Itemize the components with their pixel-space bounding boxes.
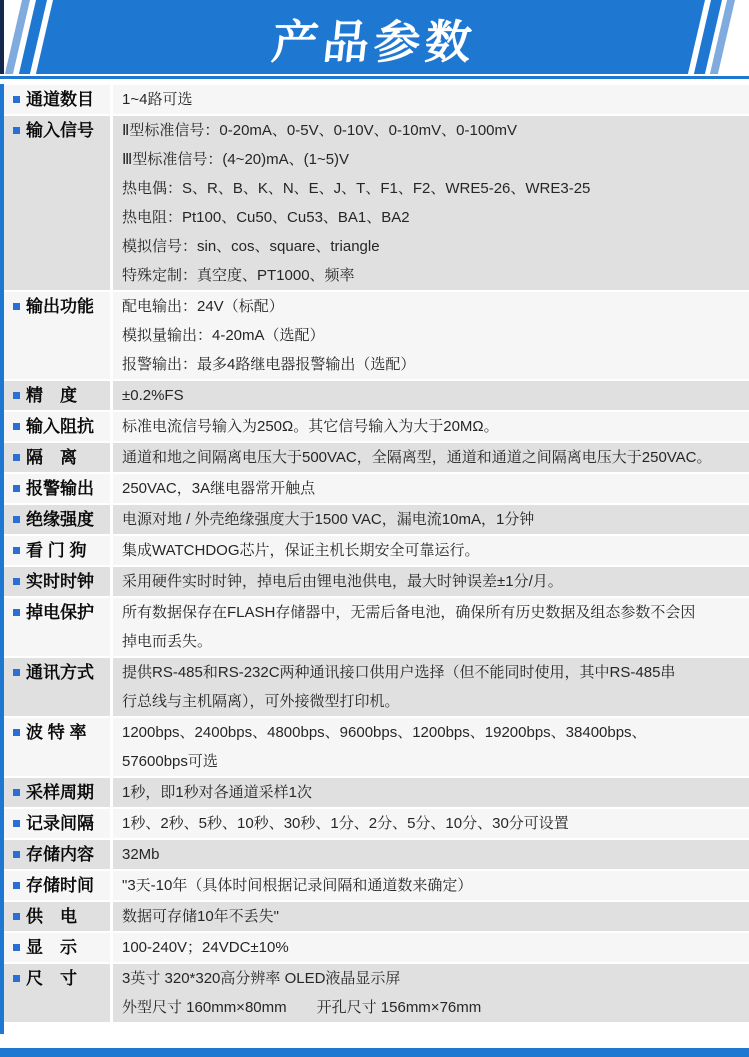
spec-row — [4, 116, 749, 290]
row-label-cell — [4, 505, 110, 534]
row-value-cell — [113, 474, 749, 503]
row-label: 绝缘强度 — [26, 510, 94, 529]
row-value-cell — [113, 381, 749, 410]
row-label-cell — [4, 840, 110, 869]
row-label-cell — [4, 933, 110, 962]
row-label-cell — [4, 412, 110, 441]
row-label: 采样周期 — [26, 783, 94, 802]
spec-value-line: Ⅱ型标准信号：0-20mA、0-5V、0-10V、0-10mV、0-100mV — [122, 122, 518, 139]
spec-table — [0, 84, 749, 1034]
bullet-square-icon — [13, 392, 20, 399]
spec-value-line: 提供RS-485和RS-232C两种通讯接口供用户选择（但不能同时使用，其中RS-485串 — [122, 664, 676, 681]
row-label: 看 门 狗 — [26, 541, 87, 560]
spec-value-line: 热电阻：Pt100、Cu50、Cu53、BA1、BA2 — [122, 209, 410, 226]
bullet-square-icon — [13, 882, 20, 889]
bullet-square-icon — [13, 944, 20, 951]
spec-value-line: 采用硬件实时时钟，掉电后由锂电池供电，最大时钟误差±1分/月。 — [122, 573, 563, 590]
row-label-cell — [4, 292, 110, 379]
spec-value-line: 250VAC，3A继电器常开触点 — [122, 480, 316, 497]
row-label-cell — [4, 536, 110, 565]
spec-value-line: 配电输出：24V（标配） — [122, 298, 284, 315]
spec-value-line: 所有数据保存在FLASH存储器中，无需后备电池，确保所有历史数据及组态参数不会因 — [122, 604, 696, 621]
bullet-square-icon — [13, 547, 20, 554]
spec-value-line: 57600bps可选 — [122, 753, 218, 770]
spec-value-line: 热电偶：S、R、B、K、N、E、J、T、F1、F2、WRE5-26、WRE3-25 — [122, 180, 591, 197]
spec-value-line: 电源对地 / 外壳绝缘强度大于1500 VAC，漏电流10mA，1分钟 — [122, 511, 535, 528]
row-label: 供 电 — [26, 907, 77, 926]
bullet-square-icon — [13, 423, 20, 430]
spec-value-line: Ⅲ型标准信号：(4~20)mA、(1~5)V — [122, 151, 350, 168]
spec-value-line: "3天-10年（具体时间根据记录间隔和通道数来确定） — [122, 877, 473, 894]
spec-value-line: 模拟量输出：4-20mA（选配） — [122, 327, 325, 344]
row-label-cell — [4, 871, 110, 900]
row-value-cell — [113, 412, 749, 441]
row-value-cell — [113, 871, 749, 900]
bullet-square-icon — [13, 454, 20, 461]
spec-value-line: 掉电而丢失。 — [122, 633, 213, 650]
row-value-cell — [113, 778, 749, 807]
row-label: 波 特 率 — [26, 723, 87, 742]
row-value-cell — [113, 964, 749, 1022]
spec-row — [4, 443, 749, 472]
row-label-cell — [4, 778, 110, 807]
spec-value-line: 外型尺寸 160mm×80mm 开孔尺寸 156mm×76mm — [122, 999, 482, 1016]
spec-row — [4, 871, 749, 900]
spec-value-line: 集成WATCHDOG芯片，保证主机长期安全可靠运行。 — [122, 542, 480, 559]
bullet-square-icon — [13, 485, 20, 492]
bullet-square-icon — [13, 303, 20, 310]
spec-row — [4, 292, 749, 379]
row-label-cell — [4, 474, 110, 503]
bullet-square-icon — [13, 127, 20, 134]
row-value-cell — [113, 116, 749, 290]
row-value-cell — [113, 292, 749, 379]
bullet-square-icon — [13, 789, 20, 796]
spec-value-line: 特殊定制：真空度、PT1000、频率 — [122, 267, 355, 284]
spec-row — [4, 718, 749, 776]
row-label: 尺 寸 — [26, 969, 77, 988]
row-label-cell — [4, 381, 110, 410]
spec-row — [4, 598, 749, 656]
spec-row — [4, 933, 749, 962]
top-divider — [0, 76, 749, 79]
bullet-square-icon — [13, 578, 20, 585]
row-value-cell — [113, 567, 749, 596]
spec-row — [4, 474, 749, 503]
spec-row — [4, 809, 749, 838]
bullet-square-icon — [13, 96, 20, 103]
spec-row — [4, 412, 749, 441]
row-value-cell — [113, 85, 749, 114]
row-label-cell — [4, 598, 110, 656]
spec-value-line: 1秒，即1秒对各通道采样1次 — [122, 784, 313, 801]
bullet-square-icon — [13, 820, 20, 827]
row-label-cell — [4, 567, 110, 596]
spec-row — [4, 567, 749, 596]
row-label-cell — [4, 809, 110, 838]
row-value-cell — [113, 933, 749, 962]
row-label: 输入信号 — [26, 121, 94, 140]
bullet-square-icon — [13, 729, 20, 736]
spec-value-line: 行总线与主机隔离），可外接微型打印机。 — [122, 693, 400, 710]
row-label: 显 示 — [26, 938, 77, 957]
spec-row — [4, 658, 749, 716]
bullet-square-icon — [13, 609, 20, 616]
row-label: 精 度 — [26, 386, 77, 405]
bullet-square-icon — [13, 851, 20, 858]
spec-value-line: 标准电流信号输入为250Ω。其它信号输入为大于20MΩ。 — [122, 418, 499, 435]
spec-row — [4, 85, 749, 114]
spec-value-line: 通道和地之间隔离电压大于500VAC，全隔离型，通道和通道之间隔离电压大于250VAC。 — [122, 449, 712, 466]
row-label-cell — [4, 964, 110, 1022]
spec-value-line: 1200bps、2400bps、4800bps、9600bps、1200bps、19200bps、38400bps、 — [122, 724, 647, 741]
spec-row — [4, 902, 749, 931]
bottom-bar — [0, 1048, 749, 1057]
row-label-cell — [4, 902, 110, 931]
row-value-cell — [113, 598, 749, 656]
spec-value-line: 模拟信号：sin、cos、square、triangle — [122, 238, 380, 255]
row-label: 掉电保护 — [26, 603, 94, 622]
spec-value-line: 32Mb — [122, 846, 160, 863]
bullet-square-icon — [13, 669, 20, 676]
spec-value-line: 报警输出：最多4路继电器报警输出（选配） — [122, 356, 416, 373]
row-label: 输出功能 — [26, 297, 94, 316]
row-value-cell — [113, 902, 749, 931]
spec-value-line: 100-240V；24VDC±10% — [122, 939, 289, 956]
row-value-cell — [113, 840, 749, 869]
row-label: 通道数目 — [26, 90, 94, 109]
row-value-cell — [113, 718, 749, 776]
spec-row — [4, 536, 749, 565]
spec-value-line: 1秒、2秒、5秒、10秒、30秒、1分、2分、5分、10分、30分可设置 — [122, 815, 569, 832]
spec-row — [4, 381, 749, 410]
row-label-cell — [4, 85, 110, 114]
spec-row — [4, 505, 749, 534]
row-label-cell — [4, 443, 110, 472]
row-label-cell — [4, 718, 110, 776]
row-label-cell — [4, 658, 110, 716]
row-value-cell — [113, 809, 749, 838]
spec-row — [4, 840, 749, 869]
row-label: 通讯方式 — [26, 663, 94, 682]
row-value-cell — [113, 658, 749, 716]
row-label: 存储时间 — [26, 876, 94, 895]
row-label: 存储内容 — [26, 845, 94, 864]
bullet-square-icon — [13, 975, 20, 982]
row-label: 报警输出 — [26, 479, 94, 498]
page-title: 产品参数 — [269, 16, 479, 68]
row-label: 隔 离 — [26, 448, 77, 467]
bullet-square-icon — [13, 913, 20, 920]
row-label: 输入阻抗 — [26, 417, 94, 436]
spec-row — [4, 778, 749, 807]
spec-value-line: 数据可存储10年不丢失" — [122, 908, 280, 925]
bullet-square-icon — [13, 516, 20, 523]
spec-value-line: ±0.2%FS — [122, 387, 184, 404]
row-value-cell — [113, 505, 749, 534]
row-value-cell — [113, 536, 749, 565]
row-label-cell — [4, 116, 110, 290]
banner — [0, 0, 749, 74]
row-label: 实时时钟 — [26, 572, 94, 591]
spec-row — [4, 964, 749, 1022]
spec-value-line: 3英寸 320*320高分辨率 OLED液晶显示屏 — [122, 970, 401, 987]
row-label: 记录间隔 — [26, 814, 94, 833]
spec-value-line: 1~4路可选 — [122, 91, 193, 108]
row-value-cell — [113, 443, 749, 472]
